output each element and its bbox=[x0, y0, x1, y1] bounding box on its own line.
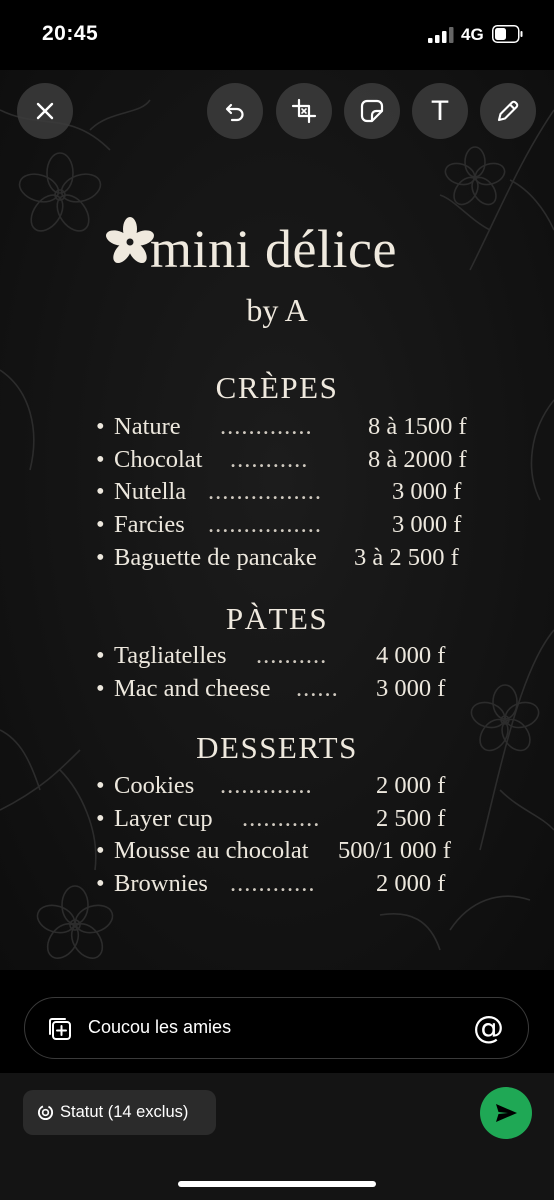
close-icon bbox=[32, 98, 58, 124]
draw-button[interactable] bbox=[480, 83, 536, 139]
section-title-desserts: DESSERTS bbox=[196, 730, 358, 765]
menu-item: • Mac and cheese ...... 3 000 f bbox=[96, 675, 446, 702]
brand-byline: by A bbox=[246, 292, 308, 328]
item-name: Tagliatelles bbox=[114, 642, 227, 669]
clock-time: 20:45 bbox=[42, 22, 99, 45]
status-audience-button[interactable] bbox=[23, 1090, 216, 1135]
send-icon bbox=[493, 1100, 519, 1126]
menu-item: • Brownies ............ 2 000 f bbox=[96, 870, 446, 897]
item-name: Brownies bbox=[114, 870, 208, 897]
text-icon: T bbox=[431, 95, 449, 127]
item-price: 500/1 000 f bbox=[338, 837, 451, 864]
item-price: 2 500 f bbox=[376, 805, 446, 832]
menu-item: • Nutella ................ 3 000 f bbox=[96, 478, 462, 505]
item-name: Baguette de pancake bbox=[114, 544, 317, 571]
menu-item: • Tagliatelles .......... 4 000 f bbox=[96, 642, 446, 669]
menu-item: • Baguette de pancake 3 à 2 500 f bbox=[96, 544, 459, 571]
menu-item: • Layer cup ........... 2 500 f bbox=[96, 805, 446, 832]
item-price: 2 000 f bbox=[376, 772, 446, 799]
send-button[interactable] bbox=[480, 1087, 532, 1139]
item-name: Farcies bbox=[114, 511, 185, 538]
add-media-icon[interactable] bbox=[47, 1016, 73, 1042]
status-audience-label: Statut (14 exclus) bbox=[60, 1103, 189, 1121]
pencil-icon bbox=[495, 98, 521, 124]
home-indicator[interactable] bbox=[178, 1181, 376, 1187]
status-image bbox=[0, 70, 554, 970]
item-name: Layer cup bbox=[114, 805, 213, 832]
item-price: 3 000 f bbox=[392, 478, 462, 505]
brand-name: mini délice bbox=[150, 219, 397, 279]
item-price: 4 000 f bbox=[376, 642, 446, 669]
item-name: Nature bbox=[114, 413, 181, 440]
battery-icon bbox=[492, 25, 523, 43]
text-tool-button[interactable] bbox=[412, 83, 468, 139]
menu-content bbox=[0, 70, 554, 970]
item-name: Mac and cheese bbox=[114, 675, 271, 702]
network-type: 4G bbox=[461, 25, 484, 44]
undo-button[interactable] bbox=[207, 83, 263, 139]
menu-item: • Nature ............. 8 à 1500 f bbox=[96, 413, 467, 440]
mention-icon[interactable]: @ bbox=[473, 1010, 504, 1046]
section-title-crepes: CRÈPES bbox=[215, 370, 339, 405]
sticker-button[interactable] bbox=[344, 83, 400, 139]
item-price: 8 à 2000 f bbox=[368, 446, 467, 473]
sticker-icon bbox=[359, 98, 385, 124]
menu-item: • Mousse au chocolat 500/1 000 f bbox=[96, 837, 451, 864]
item-price: 8 à 1500 f bbox=[368, 413, 467, 440]
crop-rotate-button[interactable] bbox=[276, 83, 332, 139]
item-name: Nutella bbox=[114, 478, 187, 505]
menu-item: • Farcies ................ 3 000 f bbox=[96, 511, 462, 538]
item-price: 2 000 f bbox=[376, 870, 446, 897]
item-name: Mousse au chocolat bbox=[114, 837, 309, 864]
item-price: 3 000 f bbox=[376, 675, 446, 702]
status-ring-icon bbox=[37, 1104, 54, 1121]
crop-rotate-icon bbox=[291, 98, 317, 124]
item-name: Cookies bbox=[114, 772, 195, 799]
close-button[interactable] bbox=[17, 83, 73, 139]
caption-input[interactable] bbox=[24, 997, 529, 1059]
flower-logo-icon bbox=[104, 216, 156, 268]
caption-text[interactable]: Coucou les amies bbox=[88, 1017, 232, 1037]
item-price: 3 000 f bbox=[392, 511, 462, 538]
item-name: Chocolat bbox=[114, 446, 203, 473]
section-title-pates: PÀTES bbox=[225, 601, 329, 636]
signal-icon bbox=[428, 27, 454, 43]
menu-item: • Chocolat ........... 8 à 2000 f bbox=[96, 446, 467, 473]
item-price: 3 à 2 500 f bbox=[354, 544, 459, 571]
menu-item: • Cookies ............. 2 000 f bbox=[96, 772, 446, 799]
undo-icon bbox=[222, 98, 248, 124]
status-bar bbox=[0, 0, 554, 70]
